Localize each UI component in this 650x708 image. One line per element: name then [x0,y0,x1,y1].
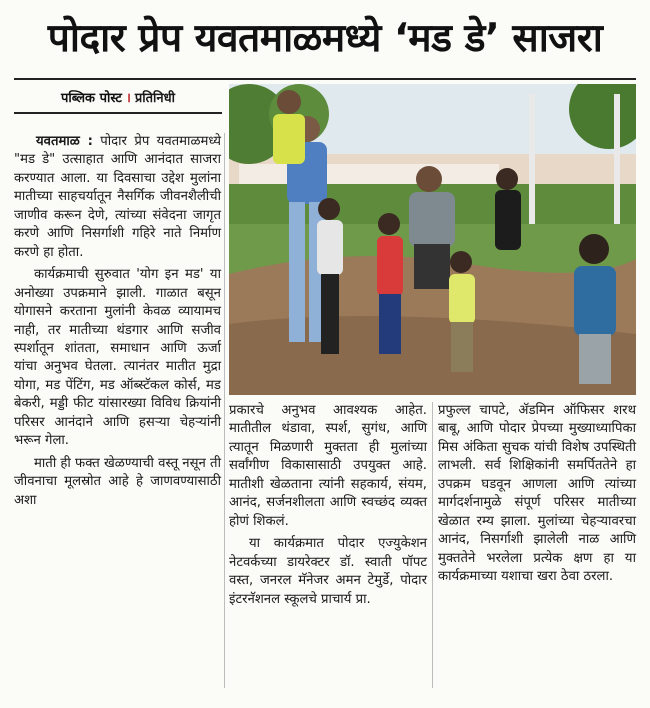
headline-rule [14,78,636,80]
article-paragraph: या कार्यक्रमात पोदार एज्युकेशन नेटवर्कच्या डायरेक्टर डॉ. स्वाती पॉपट वस्त, जनरल मॅनेजर अमन टेमुर्डे, पोदार इंटरनॅशनल स्कूलचे प्राचार्य प्रा. [229,536,427,607]
article-paragraph: प्रफुल्ल चापटे, ॲडमिन ऑफिसर शरथ बाबू, आणि पोदार प्रेपच्या मुख्याध्यापिका मिस अंकिता सुचक यांची विशेष उपस्थिती लाभली. सर्व शिक्षिकांनी समर्पिततेने हा उपक्रम घडवून आणला आणि त्यांच्या मार्गदर्शनामुळे संपूर्ण परिसर मातीच्या खेळात रम्य झाला. मुलांच्या चेहऱ्यावरचा आनंद, निसर्गाशी झालेली नाळ आणि मुक्ततेने भरलेला प्रत्येक क्षण हा या कार्यक्रमाच्या यशाचा खरा ठेवा ठरला. [438,403,636,585]
article-paragraph: कार्यक्रमाची सुरुवात 'योग इन मड' या अनोख्या उपक्रमाने झाली. गाळात बसून योगासने करताना मुलांनी केवळ व्यायामच नाही, तर मातीच्या थंडगार आणि सजीव स्पर्शातून शांतता, समाधान आणि ऊर्जा यांचा अनुभव घेतला. त्यानंतर मातीत मुद्रा योगा, मड पेंटिंग, मड ऑब्स्टॅकल कोर्स, मड बेकरी, मड्डी फीट यांसारख्या विविध क्रियांनी परिसर आनंदाने आणि हसऱ्या चेहऱ्यांनी भरून गेला. [14,267,221,449]
article-column-1 [14,133,221,514]
column-divider-1 [224,133,225,688]
article-column-2 [229,402,427,613]
news-photo [229,84,636,395]
article-paragraph [14,133,221,262]
headline: पोदार प्रेप यवतमाळमध्ये ‘मड डे’ साजरा [47,16,603,61]
byline-reporter: प्रतिनिधी [134,91,175,106]
photo-illustration [229,84,636,395]
paragraph-text: पोदार प्रेप यवतमाळमध्ये "मड डे" उत्साहात आणि आनंदात साजरा करण्यात आला. या दिवसाचा उद्देश मुलांना मातीच्या साहचर्यातून नैसर्गिक जीवनशैलीची जाणीव करून देणे, त्यांच्या संवेदना जागृत करणे आणि निसर्गाशी गहिरे नाते निर्माण करणे हा होता. [14,134,221,260]
byline-separator: । [125,91,131,106]
byline [14,86,222,114]
dateline: यवतमाळ : [36,134,93,149]
article-paragraph: माती ही फक्त खेळण्याची वस्तू नसून ती जीवनाचा मूलस्रोत आहे हे जाणवण्यासाठी अशा [14,455,221,508]
article-paragraph: प्रकारचे अनुभव आवश्यक आहेत. मातीतील थंडावा, स्पर्श, सुगंध, आणि त्यातून मिळणारी मुक्तता ही मुलांच्या सर्वांगीण विकासासाठी उपयुक्त आहे. मातीशी खेळताना त्यांनी सहकार्य, संयम, आनंद, सर्जनशीलता आणि स्वच्छंद व्यक्त होणं शिकलं. [229,403,427,529]
byline-paper: पब्लिक पोस्ट [60,91,122,106]
column-divider-2 [432,402,433,688]
article-column-3 [438,402,636,591]
